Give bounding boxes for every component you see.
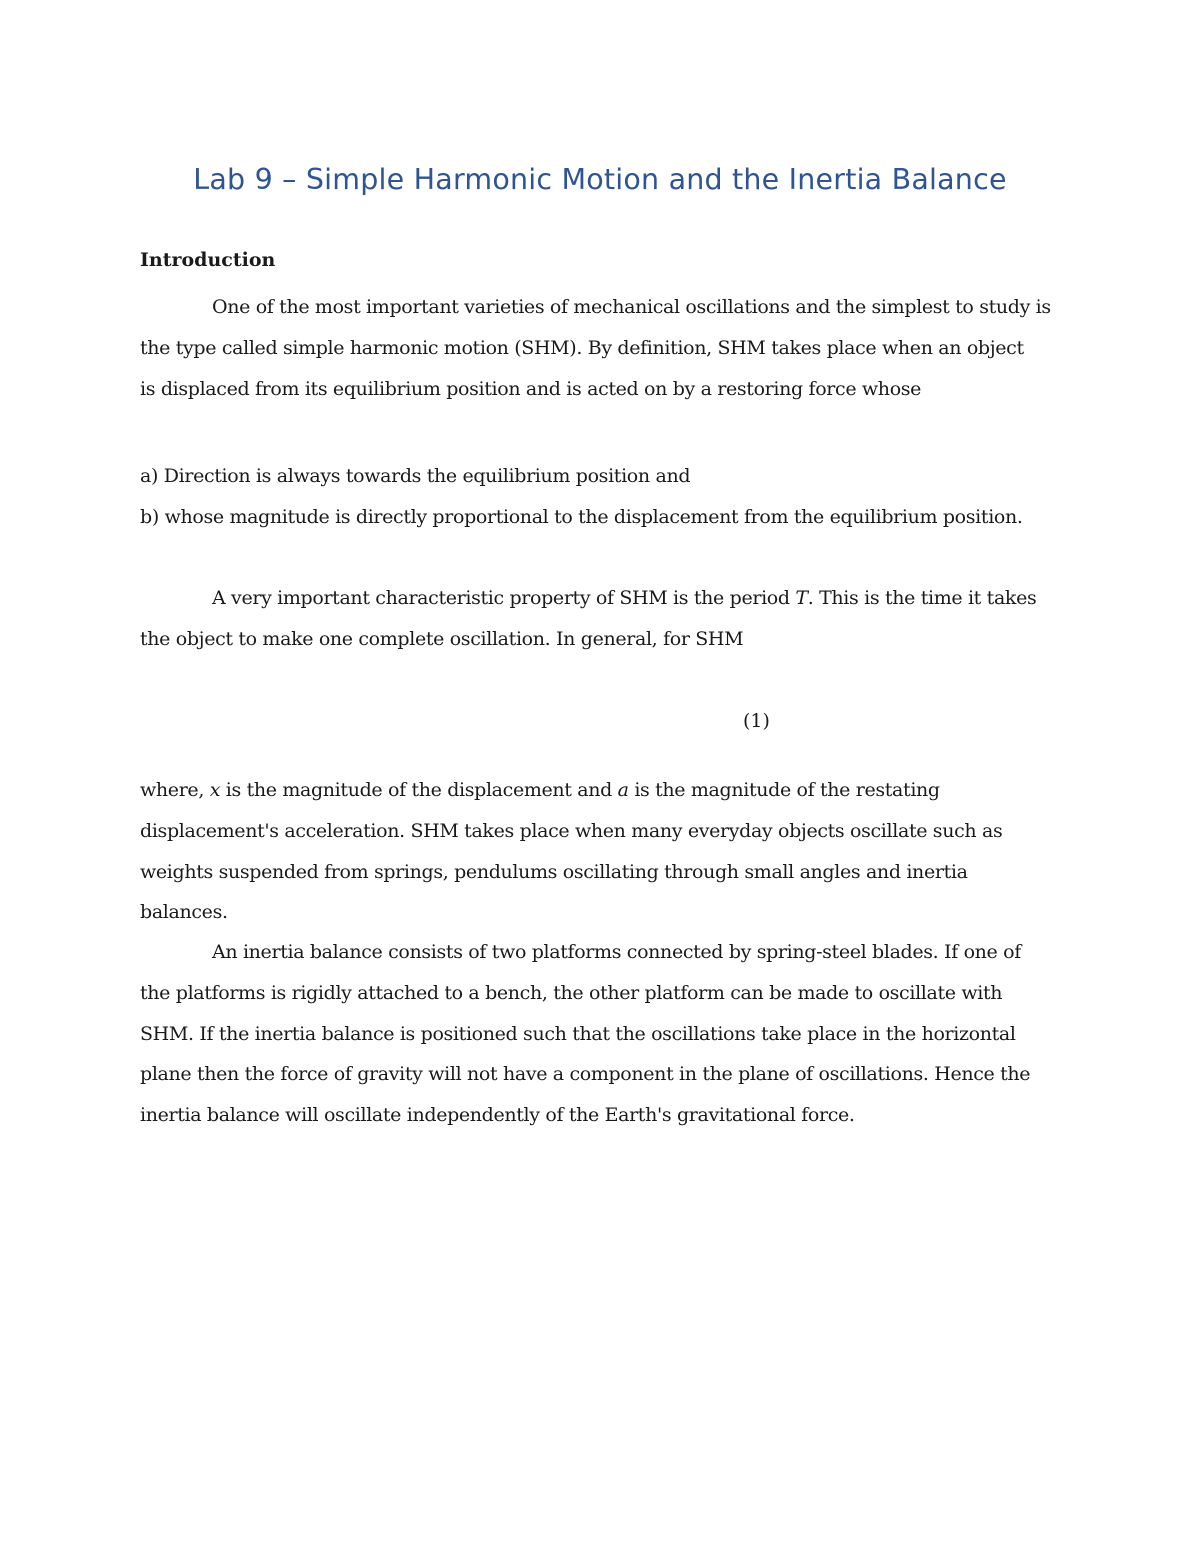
paragraph-2-line-1 xyxy=(212,585,1036,611)
paragraph-3-text-a: where, xyxy=(140,779,210,801)
paragraph-1-line-1: One of the most important varieties of mechanical oscillations and the simplest to study is xyxy=(212,296,1051,318)
paragraph-2-text-a: A very important characteristic property of SHM is the period xyxy=(212,587,796,609)
paragraph-1-line-2: the type called simple harmonic motion (SHM). By definition, SHM takes place when an object xyxy=(140,337,1024,359)
paragraph-4-line-3: SHM. If the inertia balance is positioned such that the oscillations take place in the horizontal xyxy=(140,1023,1016,1045)
paragraph-2-line-2: the object to make one complete oscillation. In general, for SHM xyxy=(140,628,744,650)
list-item-a: a) Direction is always towards the equilibrium position and xyxy=(140,465,691,487)
paragraph-3-line-3: weights suspended from springs, pendulums oscillating through small angles and inertia xyxy=(140,861,968,883)
equation-number: (1) xyxy=(743,710,770,732)
paragraph-3-line-4: balances. xyxy=(140,901,228,923)
period-variable: T xyxy=(795,587,808,609)
document-title: Lab 9 – Simple Harmonic Motion and the Inertia Balance xyxy=(193,163,1007,196)
paragraph-3-line-1 xyxy=(140,777,940,803)
paragraph-4-line-4: plane then the force of gravity will not have a component in the plane of oscillations. Hence the xyxy=(140,1063,1031,1085)
paragraph-4-line-1: An inertia balance consists of two platforms connected by spring-steel blades. If one of xyxy=(212,941,1021,963)
paragraph-2-text-b: . This is the time it takes xyxy=(807,587,1037,609)
paragraph-3-text-b: is the magnitude of the displacement and xyxy=(220,779,618,801)
acceleration-variable: a xyxy=(617,779,629,801)
section-heading: Introduction xyxy=(140,249,276,271)
paragraph-1-line-3: is displaced from its equilibrium position and is acted on by a restoring force whose xyxy=(140,378,922,400)
list-item-b: b) whose magnitude is directly proportional to the displacement from the equilibrium position. xyxy=(140,506,1023,528)
paragraph-4-line-5: inertia balance will oscillate independently of the Earth's gravitational force. xyxy=(140,1104,855,1126)
paragraph-3-text-c: is the magnitude of the restating xyxy=(628,779,940,801)
paragraph-4-line-2: the platforms is rigidly attached to a bench, the other platform can be made to oscillate with xyxy=(140,982,1003,1004)
paragraph-3-line-2: displacement's acceleration. SHM takes place when many everyday objects oscillate such as xyxy=(140,820,1003,842)
displacement-variable: x xyxy=(209,779,221,801)
